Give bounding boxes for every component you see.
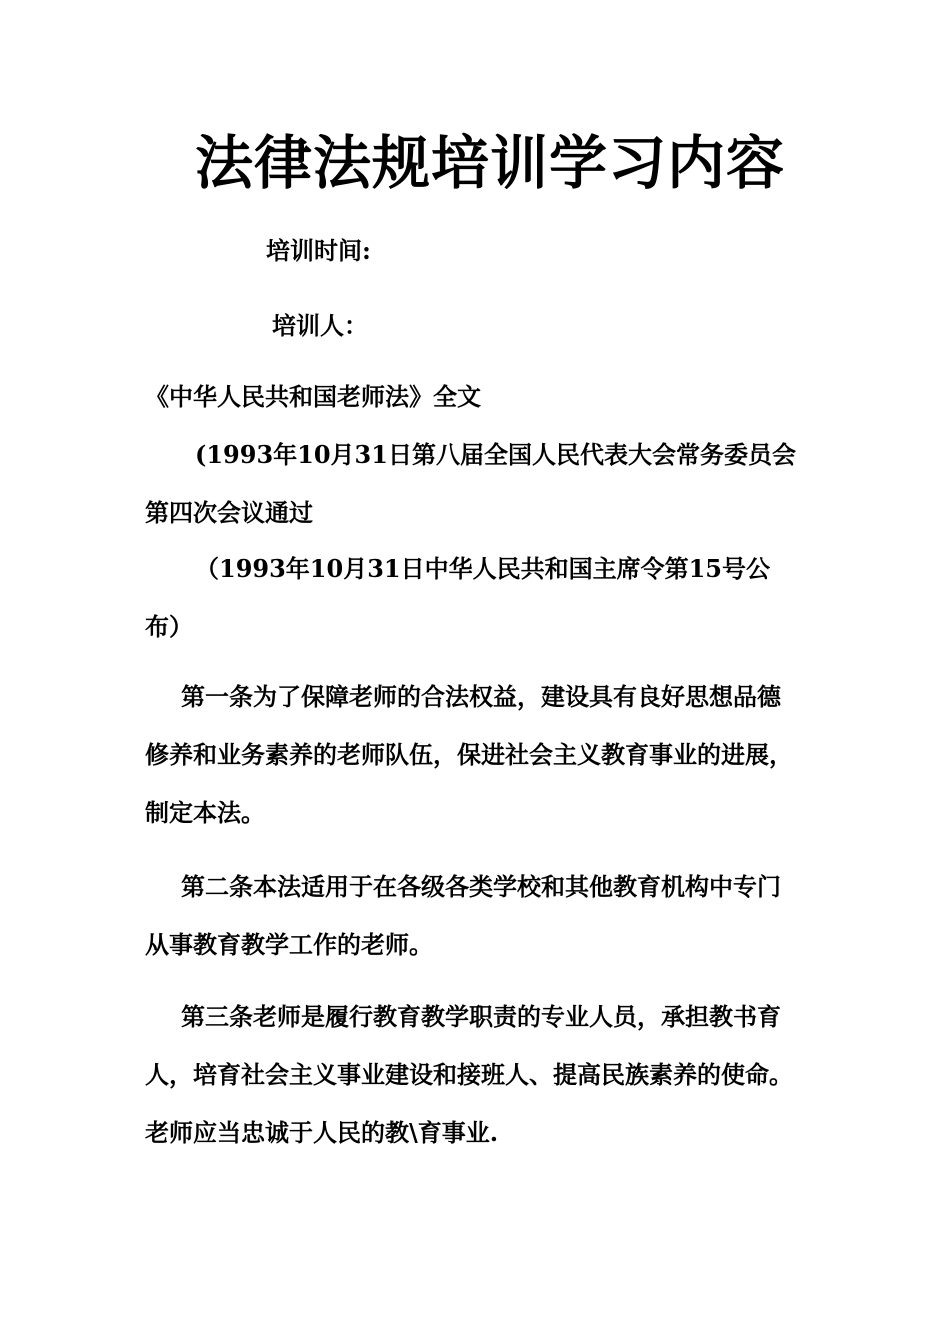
article-3: 第三条老师是履行教育教学职责的专业人员，承担教书育人，培育社会主义事业建设和接班人、提高民族素养的使命。老师应当忠诚于人民的教\育事业.	[145, 1002, 793, 1147]
article-1: 第一条为了保障老师的合法权益，建设具有良好思想品德修养和业务素养的老师队伍，保进社会主义教育事业的进展，制定本法。	[145, 682, 793, 827]
trainer-label: 培训人：	[272, 311, 368, 340]
law-heading: 《中华人民共和国老师法》全文	[145, 382, 481, 411]
training-time-label: 培训时间:	[266, 236, 371, 265]
promulgation-note: （1993年10月31日中华人民共和国主席令第15号公布）	[145, 554, 770, 641]
document-title: 法律法规培训学习内容	[194, 129, 785, 197]
passage-note: (1993年10月31日第八届全国人民代表大会常务委员会第四次会议通过	[145, 440, 796, 527]
article-2: 第二条本法适用于在各级各类学校和其他教育机构中专门从事教育教学工作的老师。	[145, 872, 781, 959]
